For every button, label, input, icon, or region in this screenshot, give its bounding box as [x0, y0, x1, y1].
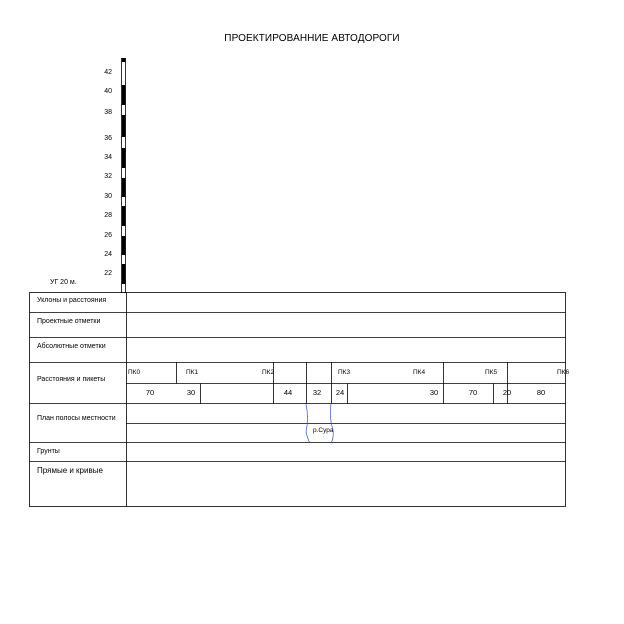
- picket-label: ПК2: [262, 369, 275, 376]
- distance-value: 24: [335, 388, 345, 397]
- distance-value: 30: [429, 388, 439, 397]
- picket-label: ПК6: [557, 369, 570, 376]
- elevation-label: 28: [104, 212, 112, 219]
- distance-value: 80: [536, 388, 546, 397]
- row-label-straights-curves: Прямые и кривые: [37, 466, 103, 475]
- page-title: ПРОЕКТИРОВАННИЕ АВТОДОРОГИ: [224, 33, 400, 44]
- elevation-label: 32: [104, 173, 112, 180]
- distance-value: 20: [502, 388, 512, 397]
- picket-label: ПК0: [128, 369, 141, 376]
- picket-label: ПК3: [338, 369, 351, 376]
- elevation-label: 42: [104, 69, 112, 76]
- row-label-absolute-marks: Абсолютные отметки: [37, 343, 106, 350]
- river-label: р.Сура: [313, 427, 334, 434]
- row-label-design-marks: Проектные отметки: [37, 318, 101, 325]
- elevation-label: 22: [104, 270, 112, 277]
- row-label-slopes: Уклоны и расстояния: [37, 297, 107, 304]
- row-label-soils: Грунты: [37, 448, 60, 455]
- elevation-label: 26: [104, 232, 112, 239]
- distance-value: 70: [468, 388, 478, 397]
- elevation-label: 36: [104, 135, 112, 142]
- picket-label: ПК4: [413, 369, 426, 376]
- picket-label: ПК5: [485, 369, 498, 376]
- distance-value: 70: [145, 388, 155, 397]
- elevation-label: 38: [104, 109, 112, 116]
- distance-value: 44: [283, 388, 293, 397]
- picket-label: ПК1: [186, 369, 199, 376]
- elevation-label: 30: [104, 193, 112, 200]
- row-label-site-plan: План полосы местности: [37, 415, 116, 422]
- row-label-distances: Расстояния и пикеты: [37, 376, 106, 383]
- scale-note: УГ 20 м.: [50, 279, 77, 286]
- distance-value: 30: [186, 388, 196, 397]
- elevation-label: 34: [104, 154, 112, 161]
- elevation-label: 40: [104, 88, 112, 95]
- distance-value: 32: [312, 388, 322, 397]
- elevation-label: 24: [104, 251, 112, 258]
